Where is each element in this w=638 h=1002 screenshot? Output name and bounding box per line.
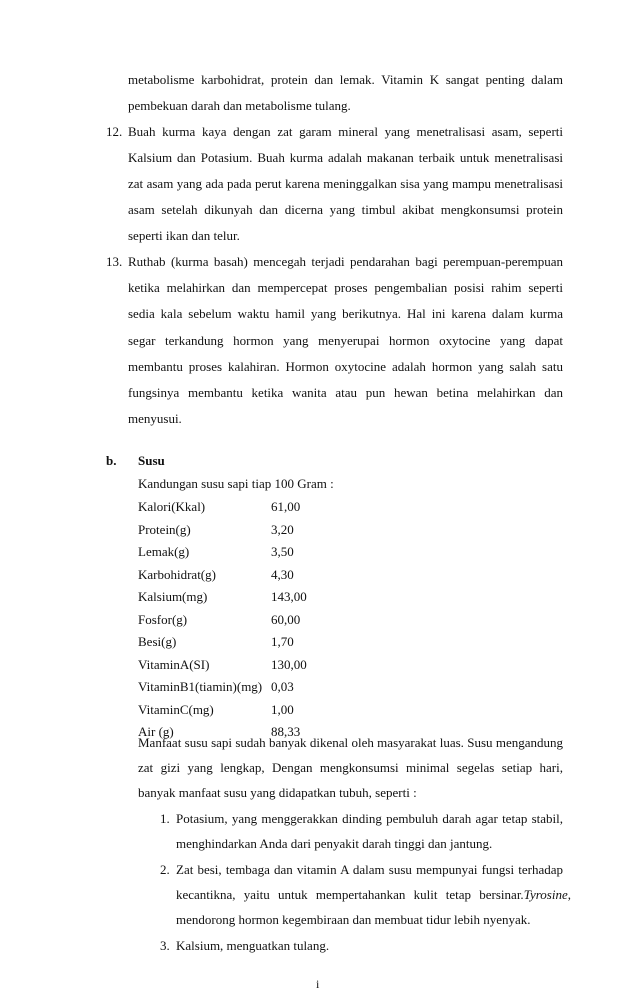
nutrient-value: 130,00 (271, 657, 307, 672)
nutrient-name: VitaminB1(tiamin)(mg) (138, 679, 263, 694)
nutrient-value: 60,00 (271, 612, 301, 627)
nutrient-name: VitaminC(mg) (138, 702, 214, 717)
benefit-2-line-2-text: kecantikna, yaitu untuk mempertahankan kulit tetap bersinar. (176, 887, 524, 902)
milk-paragraph-line-1: Manfaat susu sapi sudah banyak dikenal oleh masyarakat luas. Susu mengandung (138, 735, 563, 750)
benefit-2-line-2 (176, 887, 571, 903)
item13-line-7: menyusui. (128, 411, 182, 426)
section-b-intro: Kandungan susu sapi tiap 100 Gram : (138, 476, 334, 491)
benefit-3-number: 3. (160, 938, 170, 953)
nutrient-value: 3,20 (271, 522, 294, 537)
item12-line-1: Buah kurma kaya dengan zat garam mineral yang menetralisasi asam, seperti (128, 124, 563, 139)
tyrosine-term: Tyrosine (523, 887, 568, 902)
item12-line-5: seperti ikan dan telur. (128, 228, 240, 243)
nutrient-value: 1,70 (271, 634, 294, 649)
nutrient-value: 0,03 (271, 679, 294, 694)
nutrient-name: Lemak(g) (138, 544, 190, 559)
benefit-2-line-3: mendorong hormon kegembiraan dan membuat tidur lebih nyenyak. (176, 912, 531, 927)
item12-line-4: asam setelah dikunyah dan dicerna yang timbul akibat mengkonsumsi protein (128, 202, 563, 217)
section-b-marker: b. (106, 453, 117, 468)
item13-line-5: membantu proses kalahiran. Hormon oxytocine adalah hormon yang salah satu (128, 359, 563, 374)
benefit-1-number: 1. (160, 811, 170, 826)
milk-paragraph-line-3: banyak manfaat susu yang didapatkan tubuh, seperti : (138, 785, 417, 800)
nutrient-name: VitaminA(SI) (138, 657, 210, 672)
item12-line-3: zat asam yang ada pada perut karena meninggalkan sisa yang mampu menetralisasi (128, 176, 563, 191)
benefit-2-number: 2. (160, 862, 170, 877)
nutrient-value: 1,00 (271, 702, 294, 717)
benefit-3-line-1: Kalsium, menguatkan tulang. (176, 938, 330, 953)
item13-line-4: segar terkandung hormon yang menyerupai hormon oxytocine yang dapat (128, 333, 563, 348)
nutrient-name: Fosfor(g) (138, 612, 188, 627)
item13-line-6: fungsinya membantu ketika wanita atau pun hewan betina melahirkan dan (128, 385, 563, 400)
page-number: i (316, 977, 320, 991)
item13-line-2: ketika melahirkan dan mempercepat proses pengembalian posisi rahim seperti (128, 280, 563, 295)
nutrient-name: Air (g) (138, 724, 174, 739)
nutrient-value: 61,00 (271, 499, 301, 514)
nutrient-name: Karbohidrat(g) (138, 567, 216, 582)
item13-line-3: sedia kala sebelum waktu hamil yang berikutnya. Hal ini karena dalam kurma (128, 306, 563, 321)
nutrient-name: Protein(g) (138, 522, 191, 537)
item13-number: 13. (106, 254, 123, 269)
nutrient-name: Besi(g) (138, 634, 177, 649)
benefit-2-line-2-comma: , (567, 887, 571, 902)
benefit-2-line-1: Zat besi, tembaga dan vitamin A dalam susu mempunyai fungsi terhadap (176, 862, 563, 877)
benefit-1-line-2: menghindarkan Anda dari penyakit darah tinggi dan jantung. (176, 836, 493, 851)
milk-paragraph-line-2: zat gizi yang lengkap, Dengan mengkonsumsi minimal segelas setiap hari, (138, 760, 563, 775)
item13-line-1: Ruthab (kurma basah) mencegah terjadi pendarahan bagi perempuan-perempuan (128, 254, 563, 269)
benefit-2-line-2-tail (524, 887, 571, 903)
section-b-heading: Susu (138, 453, 165, 468)
benefit-1-line-1: Potasium, yang menggerakkan dinding pembuluh darah agar tetap stabil, (176, 811, 563, 826)
nutrient-value: 3,50 (271, 544, 294, 559)
item12-number: 12. (106, 124, 123, 139)
item11-line-1: metabolisme karbohidrat, protein dan lemak. Vitamin K sangat penting dalam (128, 72, 563, 87)
item12-line-2: Kalsium dan Potasium. Buah kurma adalah makanan terbaik untuk menetralisasi (128, 150, 563, 165)
nutrient-value: 4,30 (271, 567, 294, 582)
nutrient-name: Kalsium(mg) (138, 589, 208, 604)
nutrient-name: Kalori(Kkal) (138, 499, 206, 514)
item11-line-2: pembekuan darah dan metabolisme tulang. (128, 98, 351, 113)
nutrient-value: 88,33 (271, 724, 301, 739)
nutrient-value: 143,00 (271, 589, 307, 604)
